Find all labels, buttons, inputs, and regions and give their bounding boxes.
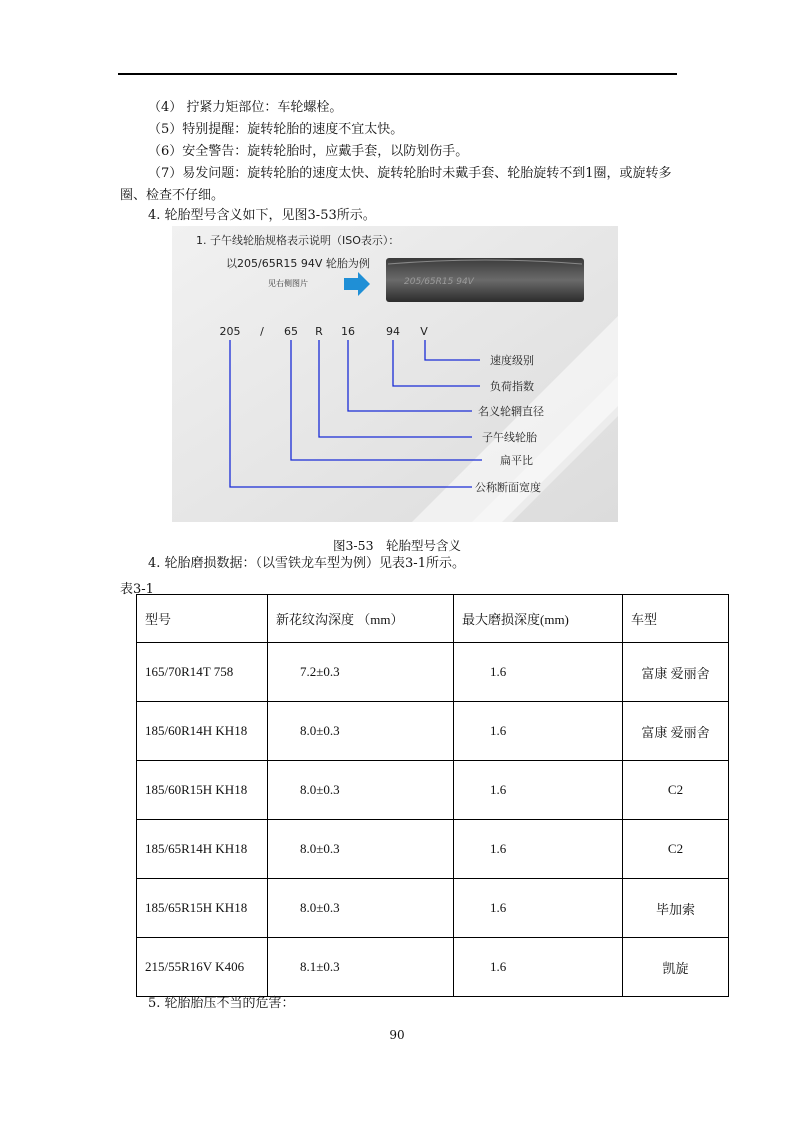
tire-spec-figure bbox=[172, 226, 618, 522]
code-r: R bbox=[315, 325, 323, 338]
cell-model: 165/70R14T 758 bbox=[137, 643, 268, 702]
cell-new-depth: 8.0±0.3 bbox=[268, 820, 454, 879]
cell-vehicle: 凯旋 bbox=[623, 938, 729, 997]
tire-wear-table bbox=[136, 594, 729, 997]
page-number: 90 bbox=[389, 1028, 405, 1042]
paragraph-wear-data: 4. 轮胎磨损数据：（以雪铁龙车型为例）见表3-1所示。 bbox=[148, 556, 465, 571]
label-radial-tire: 子午线轮胎 bbox=[482, 431, 537, 444]
header-vehicle: 车型 bbox=[623, 595, 729, 643]
label-load-index: 负荷指数 bbox=[490, 380, 534, 393]
label-aspect-ratio: 扁平比 bbox=[500, 454, 533, 467]
code-94: 94 bbox=[386, 325, 400, 338]
cell-new-depth: 8.0±0.3 bbox=[268, 761, 454, 820]
cell-new-depth: 8.0±0.3 bbox=[268, 879, 454, 938]
header-max-wear: 最大磨损深度(mm) bbox=[454, 595, 623, 643]
cell-max-wear: 1.6 bbox=[454, 938, 623, 997]
table-row bbox=[137, 879, 729, 938]
cell-vehicle: C2 bbox=[623, 820, 729, 879]
paragraph-step-4: （4） 拧紧力矩部位：车轮螺栓。 bbox=[148, 100, 343, 115]
tire-photo bbox=[386, 258, 584, 302]
table-row bbox=[137, 820, 729, 879]
cell-max-wear: 1.6 bbox=[454, 761, 623, 820]
label-section-width: 公称断面宽度 bbox=[475, 481, 541, 494]
cell-vehicle: 富康 爱丽舍 bbox=[623, 702, 729, 761]
figure-see-right: 见右侧图片 bbox=[268, 279, 308, 288]
cell-max-wear: 1.6 bbox=[454, 879, 623, 938]
code-v: V bbox=[420, 325, 428, 338]
cell-new-depth: 7.2±0.3 bbox=[268, 643, 454, 702]
paragraph-step-5: （5）特别提醒：旋转轮胎的速度不宜太快。 bbox=[148, 122, 404, 137]
paragraph-tire-model: 4. 轮胎型号含义如下，见图3-53所示。 bbox=[148, 208, 376, 223]
label-rim-diameter: 名义轮辋直径 bbox=[478, 405, 544, 418]
table-header-row bbox=[137, 595, 729, 643]
cell-vehicle: 富康 爱丽舍 bbox=[623, 643, 729, 702]
cell-model: 215/55R16V K406 bbox=[137, 938, 268, 997]
tire-sidewall-text: 205/65R15 94V bbox=[404, 277, 474, 287]
code-16: 16 bbox=[341, 325, 355, 338]
cell-max-wear: 1.6 bbox=[454, 820, 623, 879]
label-speed-rating: 速度级别 bbox=[490, 354, 534, 367]
table-label: 表3-1 bbox=[120, 582, 154, 597]
header-new-depth: 新花纹沟深度 （mm） bbox=[268, 595, 454, 643]
cell-max-wear: 1.6 bbox=[454, 702, 623, 761]
cell-vehicle: C2 bbox=[623, 761, 729, 820]
figure-heading: 1. 子午线轮胎规格表示说明（ISO表示）： bbox=[196, 234, 400, 247]
paragraph-pressure-hazard: 5. 轮胎胎压不当的危害： bbox=[148, 996, 295, 1011]
cell-model: 185/60R14H KH18 bbox=[137, 702, 268, 761]
cell-new-depth: 8.1±0.3 bbox=[268, 938, 454, 997]
figure-example: 以205/65R15 94V 轮胎为例 bbox=[226, 257, 370, 270]
cell-model: 185/60R15H KH18 bbox=[137, 761, 268, 820]
paragraph-step-7: （7）易发问题：旋转轮胎的速度太快、旋转轮胎时未戴手套、轮胎旋转不到1圈，或旋转多圈、检查不仔细。 bbox=[120, 166, 672, 203]
table-row bbox=[137, 938, 729, 997]
cell-vehicle: 毕加索 bbox=[623, 879, 729, 938]
cell-new-depth: 8.0±0.3 bbox=[268, 702, 454, 761]
header-rule bbox=[118, 73, 677, 75]
table-row bbox=[137, 761, 729, 820]
cell-model: 185/65R15H KH18 bbox=[137, 879, 268, 938]
paragraph-step-6: （6）安全警告：旋转轮胎时，应戴手套，以防划伤手。 bbox=[148, 144, 469, 159]
table-row bbox=[137, 643, 729, 702]
figure-caption: 图3-53 轮胎型号含义 bbox=[332, 538, 462, 553]
code-slash: / bbox=[260, 325, 264, 338]
code-65: 65 bbox=[284, 325, 298, 338]
cell-model: 185/65R14H KH18 bbox=[137, 820, 268, 879]
code-205: 205 bbox=[219, 325, 241, 338]
header-model: 型号 bbox=[137, 595, 268, 643]
table-row bbox=[137, 702, 729, 761]
cell-max-wear: 1.6 bbox=[454, 643, 623, 702]
